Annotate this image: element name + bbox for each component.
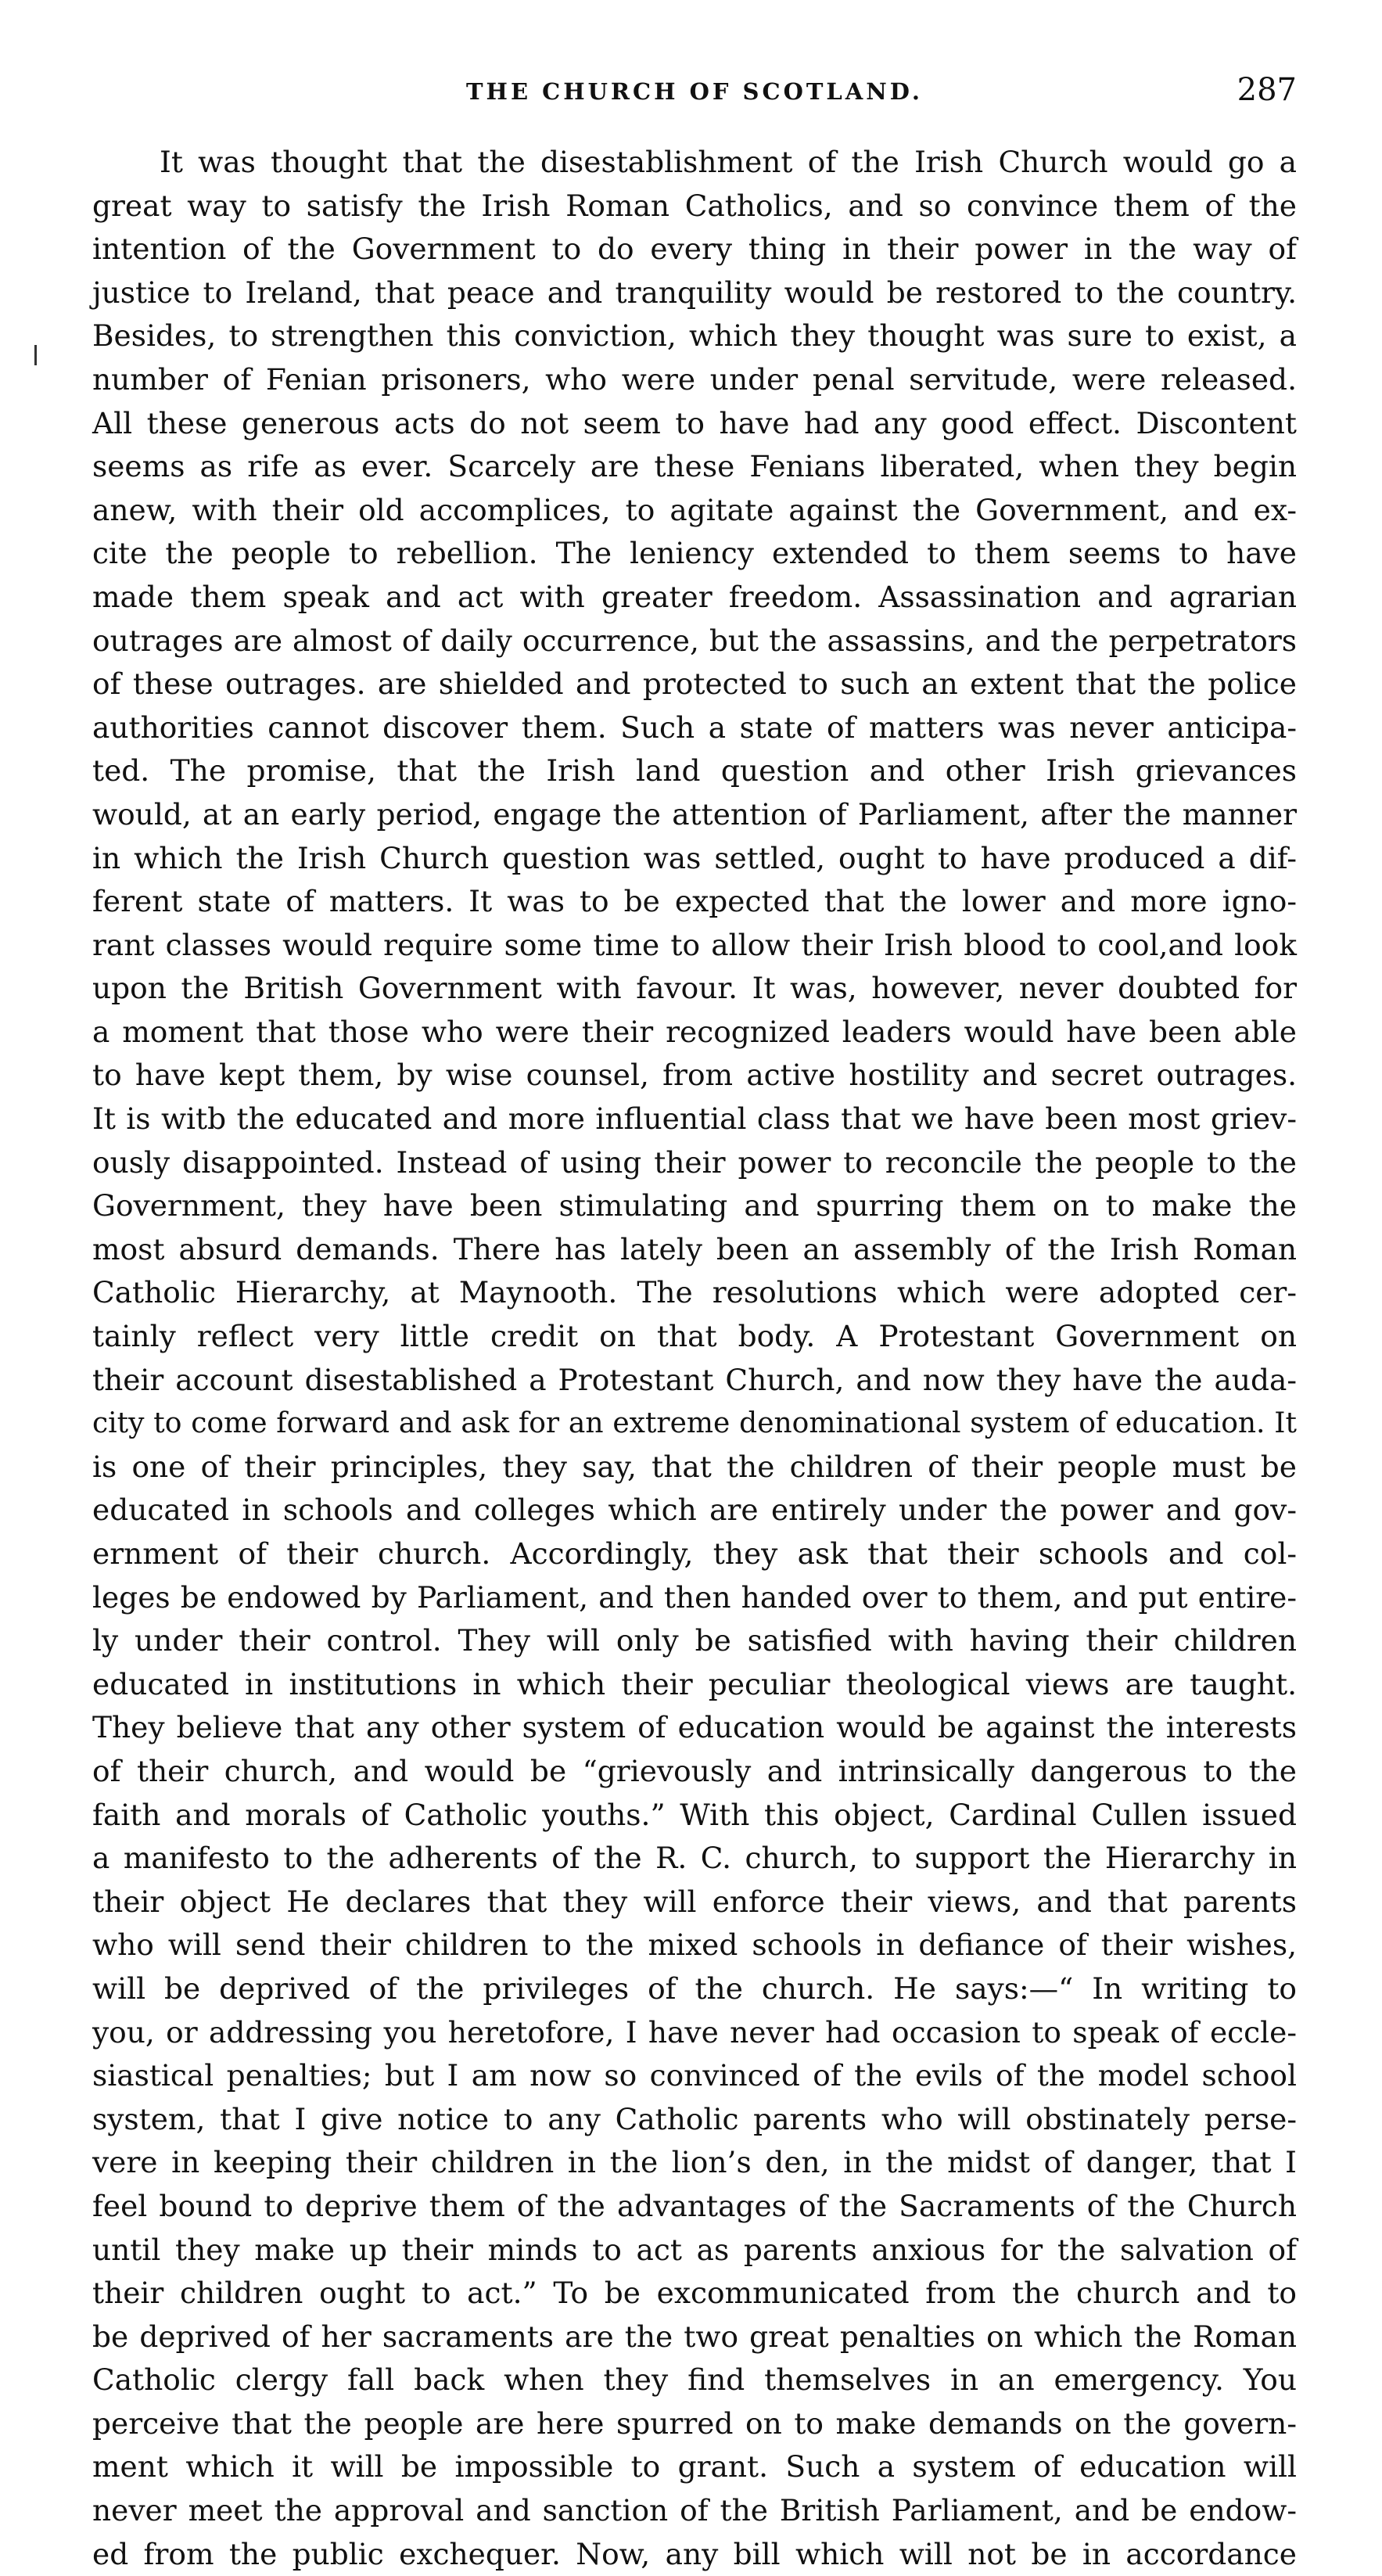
- text-line: their object He declares that they will enforce their views, and that parents: [92, 1884, 1297, 1919]
- text-line: in which the Irish Church question was settled, ought to have produced a dif-: [92, 840, 1297, 875]
- text-line: cite the people to rebellion. The leniency extended to them seems to have: [92, 536, 1297, 571]
- text-line: anew, with their old accomplices, to agitate against the Government, and ex-: [92, 492, 1297, 527]
- text-line: upon the British Government with favour. It was, however, never doubted for: [92, 971, 1297, 1006]
- text-line: who will send their children to the mixed schools in defiance of their wishes,: [92, 1928, 1297, 1963]
- text-line: great way to satisfy the Irish Roman Catholics, and so convince them of the: [92, 188, 1297, 223]
- text-line: rant classes would require some time to allow their Irish blood to cool,and look: [92, 927, 1297, 962]
- text-line: tainly reflect very little credit on that body. A Protestant Government on: [92, 1319, 1297, 1354]
- text-line: to have kept them, by wise counsel, from active hostility and secret outrages.: [92, 1058, 1297, 1093]
- text-line: ously disappointed. Instead of using their power to reconcile the people to the: [92, 1144, 1297, 1180]
- text-line: leges be endowed by Parliament, and then handed over to them, and put entire-: [92, 1579, 1297, 1615]
- text-line: vere in keeping their children in the lion’s den, in the midst of danger, that I: [92, 2145, 1297, 2180]
- text-line: their account disestablished a Protestant Church, and now they have the auda-: [92, 1362, 1297, 1397]
- text-line: you, or addressing you heretofore, I have never had occasion to speak of eccle-: [92, 2014, 1297, 2050]
- text-line: of their church, and would be “grievously and intrinsically dangerous to the: [92, 1753, 1297, 1788]
- margin-mark: [34, 345, 37, 365]
- text-line: of these outrages. are shielded and protected to such an extent that the police: [92, 666, 1297, 702]
- text-line: ernment of their church. Accordingly, they ask that their schools and col-: [92, 1536, 1297, 1571]
- text-line: Catholic Hierarchy, at Maynooth. The resolutions which were adopted cer-: [92, 1275, 1297, 1310]
- text-line: ly under their control. They will only be satisfied with having their children: [92, 1623, 1297, 1658]
- text-line: All these generous acts do not seem to have had any good effect. Discontent: [92, 405, 1297, 440]
- text-line: Catholic clergy fall back when they find themselves in an emergency. You: [92, 2362, 1297, 2398]
- text-line: seems as rife as ever. Scarcely are these Fenians liberated, when they begin: [92, 449, 1297, 484]
- text-line: never meet the approval and sanction of the British Parliament, and be endow-: [92, 2493, 1297, 2528]
- text-line: made them speak and act with greater freedom. Assassination and agrarian: [92, 579, 1297, 614]
- text-line: most absurd demands. There has lately been an assembly of the Irish Roman: [92, 1231, 1297, 1266]
- text-line: outrages are almost of daily occurrence, but the assassins, and the perpetrators: [92, 623, 1297, 658]
- text-line: ferent state of matters. It was to be expected that the lower and more igno-: [92, 884, 1297, 919]
- text-line: system, that I give notice to any Catholic parents who will obstinately perse-: [92, 2101, 1297, 2136]
- text-line: Besides, to strengthen this conviction, which they thought was sure to exist, a: [92, 318, 1297, 354]
- text-line: a manifesto to the adherents of the R. C. church, to support the Hierarchy in: [92, 1841, 1297, 1876]
- text-line: their children ought to act.” To be excommunicated from the church and to: [92, 2276, 1297, 2311]
- text-line: authorities cannot discover them. Such a state of matters was never anticipa-: [92, 710, 1297, 745]
- text-line: educated in schools and colleges which are entirely under the power and gov-: [92, 1493, 1297, 1528]
- running-head: [92, 72, 1297, 125]
- text-line: until they make up their minds to act as parents anxious for the salvation of: [92, 2232, 1297, 2267]
- text-line: siastical penalties; but I am now so convinced of the evils of the model school: [92, 2058, 1297, 2093]
- text-line: Government, they have been stimulating and spurring them on to make the: [92, 1188, 1297, 1223]
- text-line: They believe that any other system of education would be against the interests: [92, 1710, 1297, 1745]
- body-paragraph: [92, 141, 1297, 2576]
- text-line: would, at an early period, engage the attention of Parliament, after the manner: [92, 796, 1297, 832]
- text-line: ed from the public exchequer. Now, any bill which will not be in accordance: [92, 2536, 1297, 2571]
- text-line: number of Fenian prisoners, who were under penal servitude, were released.: [92, 361, 1297, 397]
- text-line: feel bound to deprive them of the advantages of the Sacraments of the Church: [92, 2188, 1297, 2223]
- text-line: justice to Ireland, that peace and tranquility would be restored to the country.: [92, 275, 1297, 310]
- running-title: THE CHURCH OF SCOTLAND.: [465, 78, 924, 105]
- text-line: ment which it will be impossible to grant. Such a system of education will: [92, 2449, 1297, 2484]
- page-number: 287: [1237, 72, 1297, 108]
- text-line: intention of the Government to do every thing in their power in the way of: [92, 232, 1297, 267]
- text-line: It was thought that the disestablishment of the Irish Church would go a: [160, 145, 1297, 179]
- text-line: be deprived of her sacraments are the two great penalties on which the Roman: [92, 2319, 1297, 2354]
- text-line: will be deprived of the privileges of the church. He says:—“ In writing to: [92, 1971, 1297, 2006]
- text-line: faith and morals of Catholic youths.” With this object, Cardinal Cullen issued: [92, 1797, 1297, 1832]
- text-line: educated in institutions in which their peculiar theological views are taught.: [92, 1666, 1297, 1701]
- text-line: perceive that the people are here spurred on to make demands on the govern-: [92, 2405, 1297, 2441]
- text-line: is one of their principles, they say, that the children of their people must be: [92, 1449, 1297, 1484]
- text-line: ted. The promise, that the Irish land question and other Irish grievances: [92, 753, 1297, 789]
- text-line: city to come forward and ask for an extreme denominational system of education. It: [92, 1407, 1297, 1440]
- text-line: It is witb the educated and more influential class that we have been most griev-: [92, 1101, 1297, 1137]
- text-line: a moment that those who were their recognized leaders would have been able: [92, 1014, 1297, 1049]
